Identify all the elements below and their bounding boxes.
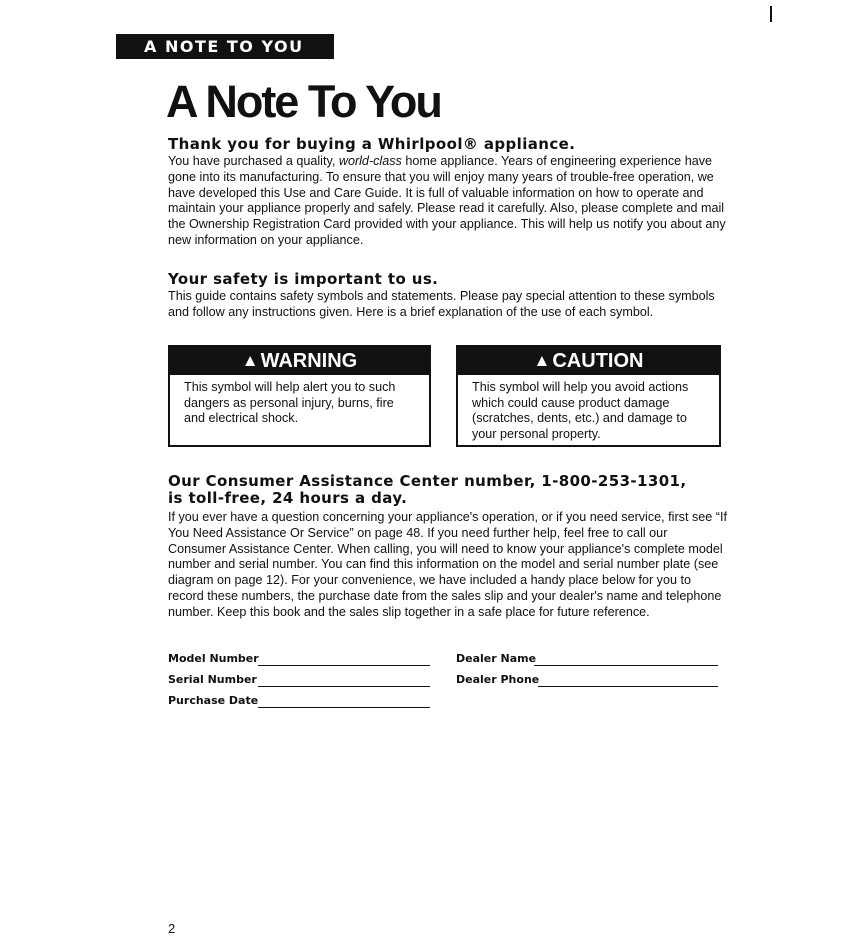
serial-number-label: Serial Number — [168, 673, 257, 686]
caution-text: This symbol will help you avoid actions which could cause product damage (scratches, dents, etc.) and damage to your personal property. — [472, 380, 689, 441]
dealer-phone-label: Dealer Phone — [456, 673, 540, 686]
assistance-heading-line1: Our Consumer Assistance Center number, 1-800-253-1301, — [168, 472, 687, 490]
caution-box — [456, 345, 721, 447]
intro-heading: Thank you for buying a Whirlpool® appliance. — [168, 135, 576, 153]
alert-triangle-icon: ▲ — [241, 351, 259, 370]
purchase-date-label: Purchase Date — [168, 694, 259, 707]
intro-paragraph — [168, 154, 728, 249]
page-title: A Note To You — [166, 76, 441, 127]
page-number: 2 — [168, 921, 176, 936]
model-number-field[interactable] — [258, 665, 430, 666]
caution-header — [458, 347, 719, 375]
assistance-heading — [168, 473, 686, 507]
serial-number-field[interactable] — [258, 686, 430, 687]
corner-mark — [770, 6, 772, 22]
caution-title: CAUTION — [552, 350, 644, 372]
safety-heading: Your safety is important to us. — [168, 270, 439, 288]
dealer-name-label: Dealer Name — [456, 652, 537, 665]
section-tab: A NOTE TO YOU — [116, 34, 334, 59]
dealer-phone-field[interactable] — [538, 686, 718, 687]
warning-title: WARNING — [260, 350, 358, 372]
assistance-paragraph: If you ever have a question concerning your appliance's operation, or if you need service, first see “If You Need Assistance Or Service” on page 48. If you need further help, feel free to call our Consumer Assistance Center. When calling, you will need to know your appliance's complete model number and serial number. You can find this information on the model and serial number plate (see diagram on page 12). For your convenience, we have included a handy place below for you to record these numbers, the purchase date from the sales slip and your dealer's name and telephone number. Keep this book and the sales slip together in a safe place for future reference. — [168, 510, 727, 619]
warning-box — [168, 345, 431, 447]
intro-text-before: You have purchased a quality, — [168, 154, 339, 168]
intro-text-after: home appliance. Years of engineering experience have gone into its manufacturing. To ensure that you will enjoy many years of trouble-free operation, we have developed this Use and Care Guide. It is full of valuable information on how to operate and maintain your appliance properly and safely. Please read it carefully. Also, please complete and mail the Ownership Registration Card provided with your appliance. This will help us notify you about any new information on your appliance. — [168, 154, 726, 247]
assistance-heading-line2: is toll-free, 24 hours a day. — [168, 489, 408, 507]
alert-triangle-icon: ▲ — [533, 351, 551, 370]
warning-text: This symbol will help alert you to such dangers as personal injury, burns, fire and electrical shock. — [184, 380, 396, 426]
intro-text-emphasis: world-class — [338, 154, 402, 168]
warning-header — [170, 347, 429, 375]
safety-paragraph: This guide contains safety symbols and statements. Please pay special attention to these symbols and follow any instructions given. Here is a brief explanation of the use of each symbol. — [168, 289, 715, 319]
dealer-name-field[interactable] — [534, 665, 718, 666]
purchase-date-field[interactable] — [258, 707, 430, 708]
model-number-label: Model Number — [168, 652, 259, 665]
